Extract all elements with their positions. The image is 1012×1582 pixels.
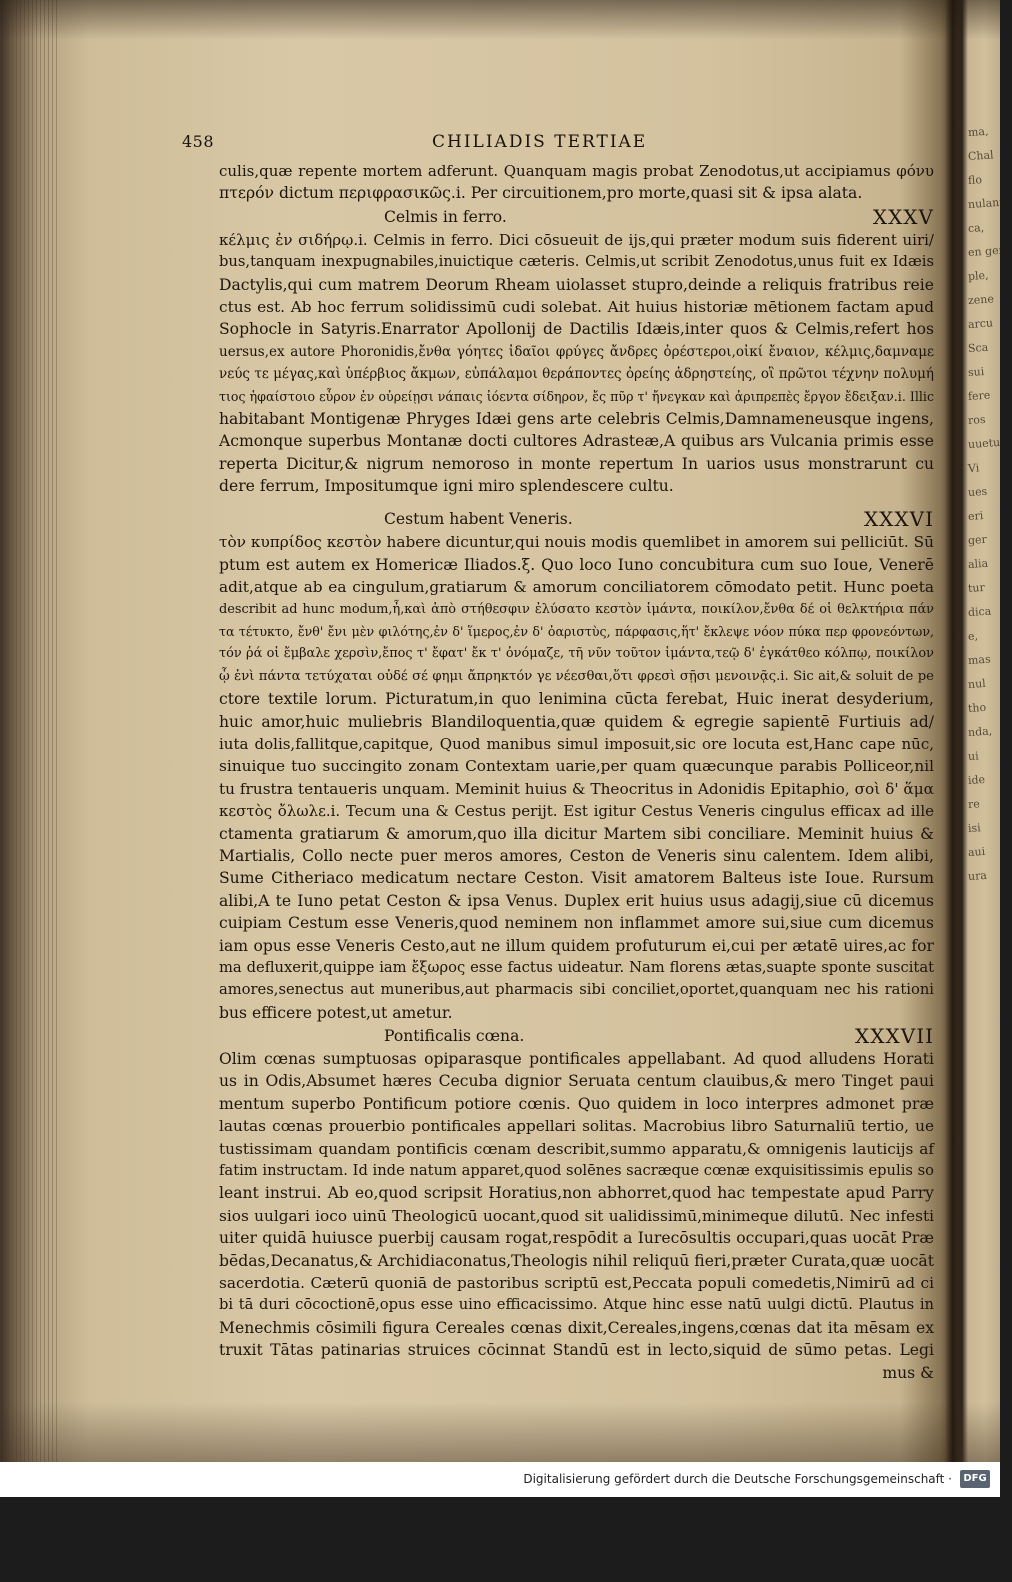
text-line: τόν ῥά οἱ ἔμβαλε χερσὶν,ἔπος τ' ἔφατ' ἔκ τ' ὀνόμαζε, τῆ νῦν τοῦτον ἱμάντα,τεῷ δ' ἐγκάτθεο κόλπῳ, ποικίλον: [219, 646, 934, 662]
text-line: sios uulgari ioco uinū Theologicū uocant,quod sit ualidissimū,minimeque dilutū. Nec infesti: [219, 1206, 934, 1225]
bottom-shadow: [0, 1402, 1000, 1462]
facing-page-word: nul: [967, 676, 987, 692]
text-line: κέλμις ἐν σιδήρῳ.i. Celmis in ferro. Dici cōsueuit de ijs,qui præter modum suis fiderent uiri/: [219, 230, 934, 249]
text-line: leant instrui. Ab eo,quod scripsit Horatius,non abhorret,quod hac tempestate apud Parry: [219, 1184, 934, 1203]
facing-page-word: re: [967, 797, 981, 812]
facing-page-word: mas: [967, 652, 992, 668]
text-line: bi tā duri cōcoctionē,opus esse uino efficacissimo. Atque hinc esse natū uulgi dictū. Plautus in: [219, 1296, 934, 1314]
facing-page-word: e,: [967, 629, 979, 644]
text-line: ctore textile lorum. Picturatum,in quo lenimina cūcta ferebat, Huic inerat desyderium,: [219, 690, 934, 709]
text-line: fatim instructam. Id inde natum apparet,quod solēnes sacræque cœnæ exquisitissimis epulis so: [219, 1162, 934, 1180]
text-line: alibi,A te Iuno petat Ceston & ipsa Venus. Duplex erit huius usus adagij,siue cū dicemus: [219, 891, 934, 910]
facing-page-word: sui: [967, 364, 985, 380]
text-line: ᾧ ἐνὶ πάντα τετύχαται οὐδέ σέ φημι ἄπρηκτόν γε νέεσθαι,ὅτι φρεσὶ σῇσι μενοινᾷς.i. Sic ait,& soluit de pe: [219, 668, 934, 684]
adage-title: Celmis in ferro.: [384, 207, 507, 226]
text-line: huic amor,huic muliebris Blandiloquentia,quæ quidem & egregie sapientē Furtiuis ad/: [219, 712, 934, 731]
adage-number: XXXVI: [863, 507, 934, 532]
facing-page-word: Vi: [967, 461, 980, 476]
facing-page-word: tur: [967, 580, 986, 596]
facing-page-word: ide: [967, 772, 986, 788]
text-line: τιος ἡφαίστοιο εὗρον ἐν οὐρείῃσι νάπαις ἰόεντα σίδηρον, ἔς πῦρ τ' ἤνεγκαν καὶ ἀριπρεπὲς ἔργον ἔδειξαν.i. Illic: [219, 388, 934, 404]
facing-page-word: tho: [967, 700, 987, 716]
text-line: habitabant Montigenæ Phryges Idæi gens arte celebris Celmis,Damnameneusque ingens,: [219, 409, 934, 428]
top-shadow: [0, 0, 1000, 40]
facing-page-word: zene: [967, 292, 995, 308]
facing-page-word: eri: [967, 509, 984, 524]
text-line: νεύς τε μέγας,καὶ ὑπέρβιος ἄκμων, εὐπάλαμοι θεράποντες ὀρείης ἀδρηστείης, οἳ πρῶτοι τέχνην πολυμή: [219, 366, 934, 383]
text-line: sacerdotia. Cæterū quoniā de pastoribus scriptū est,Peccata populi comedetis,Nimirū ad ci: [219, 1273, 934, 1292]
facing-page-word: fere: [967, 388, 991, 404]
text-line: bus,tanquam inexpugnabiles,inuictique cæteris. Celmis,ut scribit Zenodotus,unus fuit ex Idæis: [219, 253, 934, 271]
facing-page-word: nulant: [967, 195, 1005, 212]
text-line: reperta Dicitur,& nigrum nemoroso in monte repertum In uarios usus monstrarunt cu: [219, 454, 934, 473]
text-line: iam opus esse Veneris Cesto,aut ne illum quidem profuturum ei,cui per ætatē uires,ac for: [219, 936, 934, 955]
text-line: κεστὸς ὄλωλε.i. Tecum una & Cestus perijt. Est igitur Cestus Veneris cingulus efficax ad ille: [219, 802, 934, 821]
adage-heading: [219, 1024, 934, 1048]
text-line: τὸν κυπρίδος κεστὸν habere dicuntur,qui nouis modis quemlibet in amorem sui pelliciūt. Sū: [219, 533, 934, 552]
section-gap: [219, 497, 934, 507]
text-line: us in Odis,Absumet hæres Cecuba dignior Seruata centum clauibus,& mero Tinget paui: [219, 1072, 934, 1091]
facing-page-word: ues: [967, 484, 988, 500]
page-header: [182, 132, 942, 156]
facing-page-word: isi: [967, 821, 982, 836]
text-line: Sophocle in Satyris.Enarrator Apollonij de Dactilis Idæis,inter quos & Celmis,refert hos: [219, 320, 934, 339]
facing-page-word: aui: [967, 844, 986, 860]
text-line: bus efficere potest,ut ametur.: [219, 1003, 453, 1022]
book-gutter: [945, 0, 961, 1462]
text-line: πτερόν dictum περιφρασικῶς.i. Per circuitionem,pro morte,quasi sit & ipsa alata.: [219, 184, 863, 203]
facing-page-word: ma,: [967, 124, 989, 140]
text-line: amores,senectus aut muneribus,aut pharmacis sibi conciliet,oportet,quanquam nec his rationi: [219, 981, 934, 999]
adage-number: XXXVII: [855, 1024, 934, 1049]
facing-page-word: nda,: [967, 724, 993, 740]
facing-page-word: ui: [967, 749, 980, 764]
facing-page-word: ca,: [967, 221, 985, 236]
facing-page-word: ple,: [967, 268, 989, 284]
adage-title: Pontificalis cœna.: [384, 1027, 525, 1046]
adage-heading: [219, 507, 934, 531]
text-line: τα τέτυκτο, ἔνθ' ἔνι μὲν φιλότης,ἐν δ' ἵμερος,ἐν δ' ὀαριστὺς, πάρφασις,ἥτ' ἔκλεψε νόον πύκα περ φρονεόντων,: [219, 624, 934, 640]
text-line: ctus est. Ab hoc ferrum solidissimū cudi solebat. Ait huius historiæ mētionem factam apud: [219, 297, 934, 316]
facing-page-word: dica: [967, 604, 992, 620]
text-line: dere ferrum, Impositumque igni miro splendescere cultu.: [219, 477, 674, 496]
text-line: Sume Citheriaco medicatum nectare Ceston. Visit amatorem Balteus iste Ioue. Rursum: [219, 869, 934, 888]
adage-heading: [219, 205, 934, 229]
facing-page-word: Sca: [967, 340, 989, 356]
facing-page-word: arcu: [967, 316, 994, 332]
text-line: Acmonque superbus Montanæ docti cultores Adrasteæ,A quibus ars Vulcania primis esse: [219, 432, 934, 451]
facing-page-word: Chal: [967, 148, 994, 164]
text-line: Olim cœnas sumptuosas opiparasque pontificales appellabant. Ad quod alludens Horati: [219, 1050, 934, 1069]
adage-title: Cestum habent Veneris.: [384, 510, 573, 529]
page-edges: [0, 0, 60, 1462]
text-line: tustissimam quandam pontificis cœnam describit,summo apparatu,& omnigenis lauticijs af: [219, 1139, 934, 1158]
text-line: mus &: [882, 1363, 934, 1382]
facing-page-word: en gens: [967, 243, 1012, 260]
text-line: describit ad hunc modum,ἦ,καὶ ἀπὸ στήθεσφιν ἐλύσατο κεστὸν ἱμάντα, ποικίλον,ἔνθα δέ οἱ θελκτήρια πάν: [219, 601, 934, 617]
facing-page-fragment: [967, 0, 1012, 1582]
text-line: cuipiam Cestum esse Veneris,quod neminem non inflammet amore sui,siue cum dicemus: [219, 914, 934, 933]
facing-page-word: flo: [967, 173, 983, 188]
facing-page-word: ura: [967, 868, 988, 884]
facing-page-word: ger: [967, 532, 988, 548]
text-line: Dactylis,qui cum matrem Deorum Rheam uiolasset stupro,deinde a reliquis fratribus reie: [219, 275, 934, 294]
text-line: bēdas,Decanatus,& Archidiaconatus,Theologis nihil reliquū fieri,præter Curata,quæ uocāt: [219, 1251, 934, 1270]
text-line: uersus,ex autore Phoronidis,ἔνθα γόητες ἰδαῖοι φρύγες ἄνδρες ὀρέστεροι,οἰκί ἔναιον, κέλμις,δαμναμε: [219, 343, 934, 360]
dfg-logo: DFG: [960, 1470, 990, 1488]
funding-notice: Digitalisierung gefördert durch die Deutsche Forschungsgemeinschaft ·: [523, 1472, 952, 1486]
facing-page-word: ros: [967, 412, 986, 428]
text-line: uiter quidā huiusce puerbij causam rogat,respōdit a Iurecōsultis occupari,quas uocāt Præ: [219, 1229, 934, 1248]
facing-page-word: uuetu: [967, 435, 1001, 452]
text-line: Martialis, Collo necte puer meros amores, Ceston de Veneris sinu calentem. Idem alibi,: [219, 846, 934, 865]
footer-bar: [0, 1462, 1000, 1497]
text-line: Menechmis cōsimili figura Cereales cœnas dixit,Cereales,ingens,cœnas dat ita mēsam ex: [219, 1318, 934, 1337]
page-number: 458: [182, 132, 215, 151]
text-line: adit,atque ab ea cingulum,gratiarum & amorum conciliatorem cōmodato petit. Hunc poeta: [219, 578, 934, 597]
running-title: CHILIADIS TERTIAE: [432, 132, 648, 152]
text-line: mentum superbo Pontificum potiore cœnis. Quo quidem in loco interpres admonet præ: [219, 1094, 934, 1113]
text-line: iuta dolis,fallitque,capitque, Quod manibus simul imposuit,sic ore locuta est,Hanc cape nūc,: [219, 734, 934, 753]
text-line: truxit Tātas patinarias struices cōcinnat Standū est in lecto,siquid de sūmo petas. Legi: [219, 1341, 934, 1360]
facing-page-word: alia: [967, 556, 989, 572]
text-line: ma defluxerit,quippe iam ἔξωρος esse factus uideatur. Nam florens ætas,suapte sponte suscitat: [219, 958, 934, 976]
text-line: ptum est autem ex Homericæ Iliados.ξ. Quo loco Iuno concubitura cum suo Ioue, Venerē: [219, 555, 934, 574]
text-line: lautas cœnas prouerbio pontificales appellari solitas. Macrobius libro Saturnaliū tertio, ue: [219, 1117, 934, 1136]
text-line: ctamenta gratiarum & amorum,quo illa dicitur Martem sibi conciliare. Meminit huius &: [219, 824, 934, 843]
adage-number: XXXV: [872, 204, 934, 229]
main-text-block: [219, 160, 934, 1384]
text-line: tu frustra tentaueris unquam. Meminit huius & Theocritus in Adonidis Epitaphio, σοὶ δ' ἅμα: [219, 779, 934, 798]
text-line: sinuique tuo succingito zonam Contextam uarie,per quam quæcunque parabis Polliceor,nil: [219, 757, 934, 776]
text-line: culis,quæ repente mortem adferunt. Quanquam magis probat Zenodotus,ut accipiamus φόνυ: [219, 162, 934, 180]
